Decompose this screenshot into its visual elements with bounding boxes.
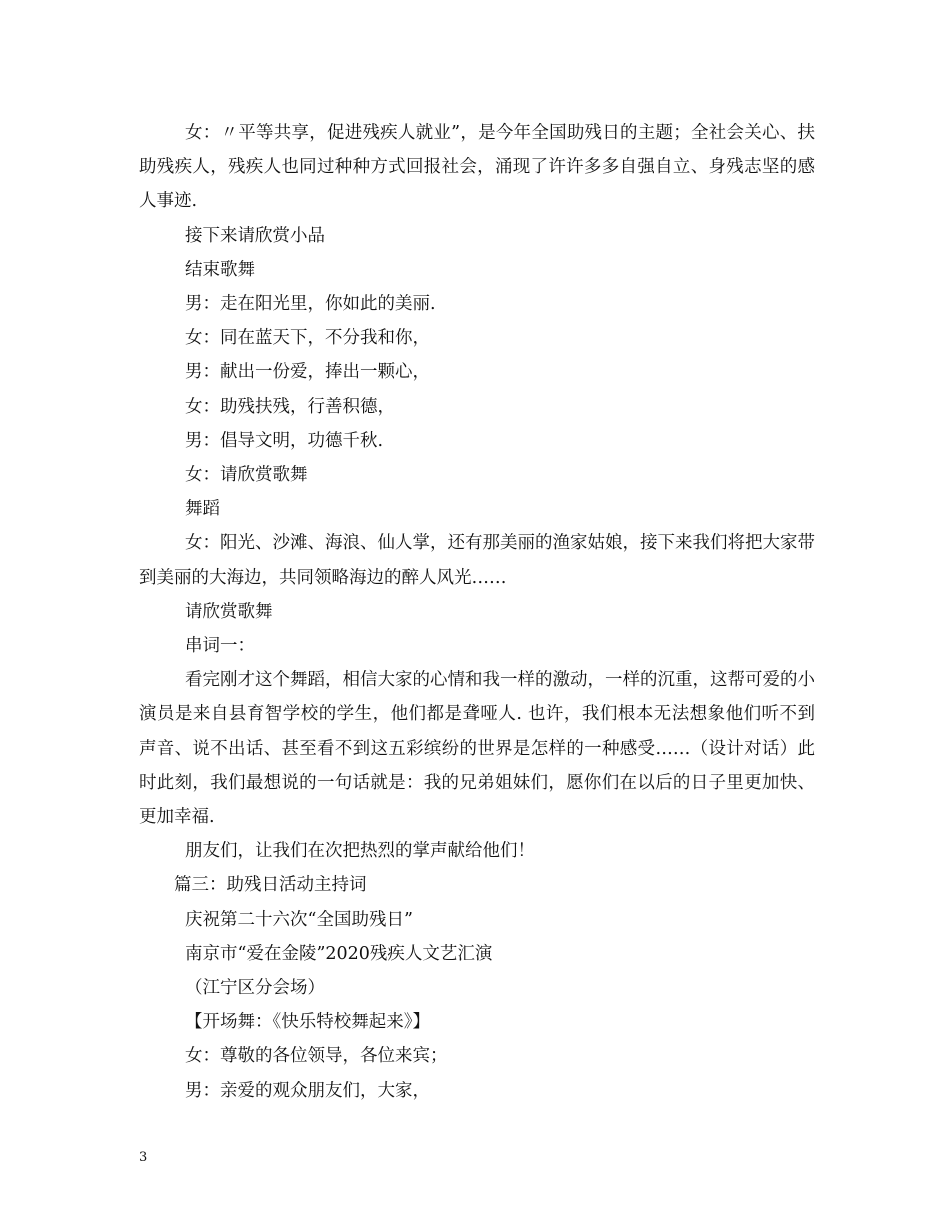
paragraph: 女：〃平等共享，促进残疾人就业”，是今年全国助残日的主题；全社会关心、扶助残疾人，残疾人也同过种种方式回报社会，涌现了许许多多自强自立、身残志坚的感人事迹. — [139, 123, 815, 212]
paragraph: 接下来请欣赏小品 — [185, 225, 325, 246]
paragraph: 女：阳光、沙滩、海浪、仙人掌，还有那美丽的渔家姑娘，接下来我们将把大家带到美丽的大海边，共同领略海边的醉人风光…… — [139, 533, 815, 588]
paragraph: 南京市“爱在金陵”2020残疾人文艺汇演 — [185, 943, 493, 964]
paragraph: 女：同在蓝天下，不分我和你， — [185, 328, 430, 349]
paragraph: 男：亲爱的观众朋友们，大家， — [185, 1080, 430, 1101]
paragraph: 请欣赏歌舞 — [185, 601, 273, 622]
paragraph: 男：走在阳光里，你如此的美丽. — [185, 294, 436, 315]
paragraph: 看完刚才这个舞蹈，相信大家的心情和我一样的激动，一样的沉重，这帮可爱的小演员是来自县育智学校的学生，他们都是聋哑人. 也许，我们根本无法想象他们听不到声音、说不出话、甚至看不到这五彩缤纷的世界是怎样的一种感受……（设计对话）此时此刻，我们最想说的一句话就是：我的兄弟姐妹们，愿你们在以后的日子里更加快、更加幸福. — [139, 670, 815, 828]
section-heading: 篇三：助残日活动主持词 — [174, 875, 367, 896]
paragraph: 舞蹈 — [185, 499, 220, 520]
paragraph: 串词一： — [185, 636, 255, 657]
document-body — [139, 116, 815, 1108]
page-number: 3 — [139, 1150, 148, 1165]
paragraph: 朋友们，让我们在次把热烈的掌声献给他们！ — [185, 841, 535, 862]
paragraph: 女：尊敬的各位领导，各位来宾； — [185, 1046, 448, 1067]
paragraph: （江宁区分会场） — [185, 978, 325, 999]
paragraph: 女：请欣赏歌舞 — [185, 465, 308, 486]
paragraph: 庆祝第二十六次“全国助残日” — [185, 909, 413, 930]
paragraph: 男：献出一份爱，捧出一颗心， — [185, 362, 430, 383]
paragraph: 结束歌舞 — [185, 259, 255, 280]
paragraph: 【开场舞：《快乐特校舞起来》】 — [185, 1012, 430, 1033]
paragraph: 男：倡导文明，功德千秋. — [185, 430, 384, 451]
paragraph: 女：助残扶残，行善积德， — [185, 396, 395, 417]
